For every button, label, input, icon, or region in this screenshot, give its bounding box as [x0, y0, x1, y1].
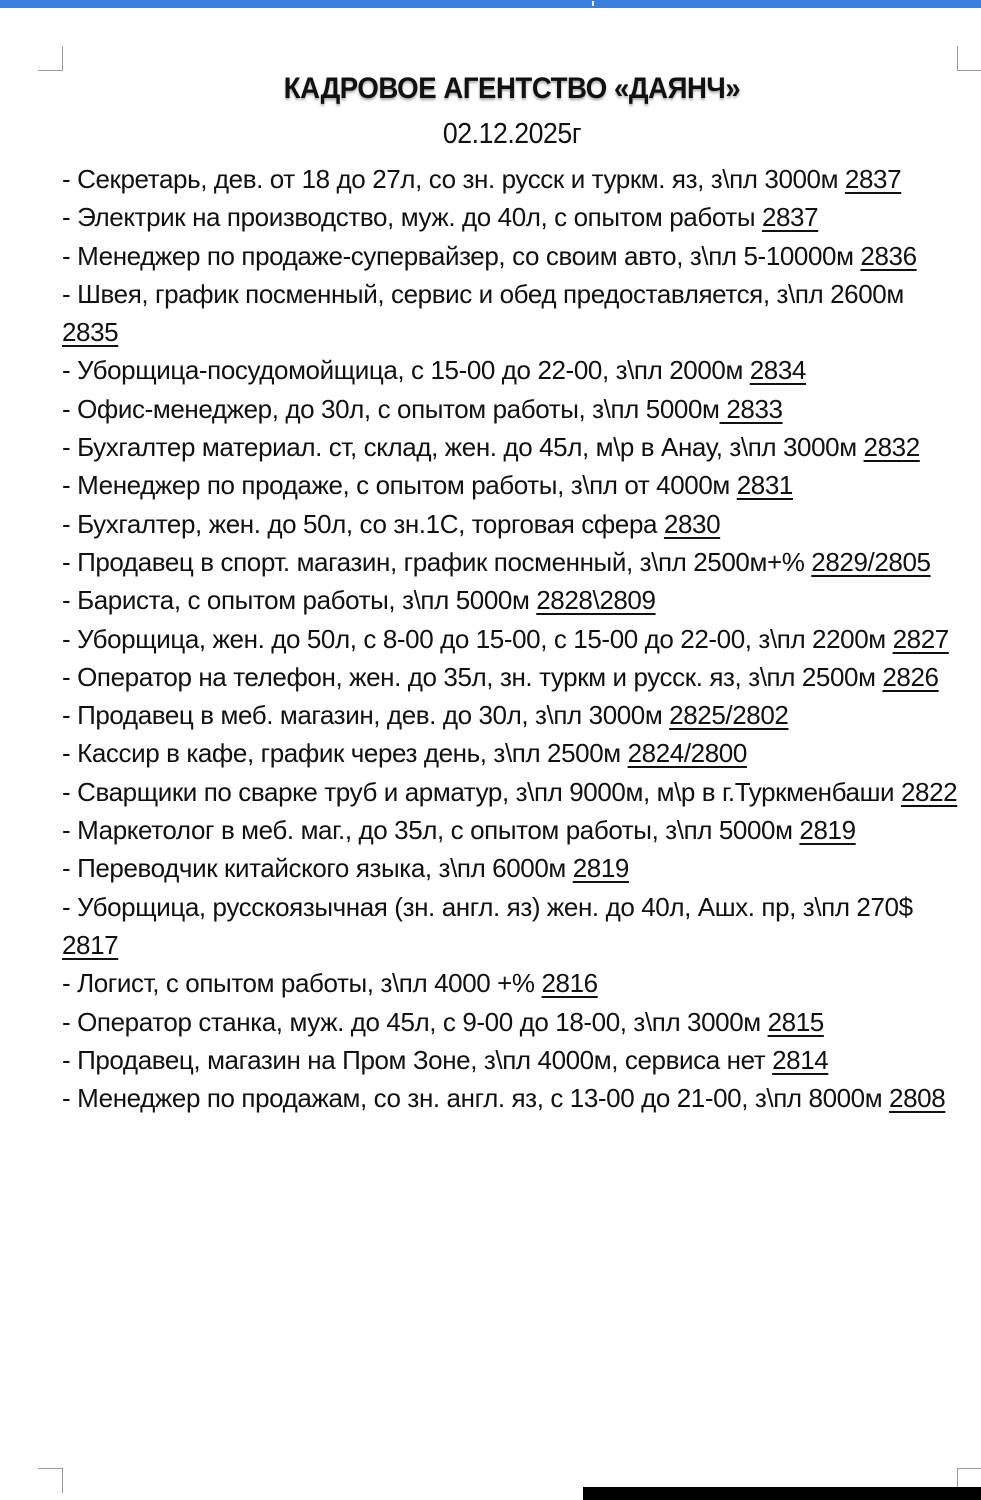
vacancy-item: [62, 466, 962, 504]
vacancy-item: [62, 581, 962, 619]
vacancy-text: - Бариста, с опытом работы, з\пл 5000м: [62, 585, 537, 616]
vacancy-item: [62, 1003, 962, 1041]
vacancy-item: [62, 888, 962, 965]
vacancy-code: 2833: [719, 393, 783, 424]
vacancy-code: 2831: [736, 470, 793, 501]
vacancy-text: - Оператор станка, муж. до 45л, с 9-00 до 18-00, з\пл 3000м: [62, 1006, 768, 1037]
vacancy-code: 2819: [572, 853, 629, 884]
vacancy-text: - Продавец, магазин на Пром Зоне, з\пл 4000м, сервиса нет: [62, 1044, 773, 1075]
vacancy-code: 2834: [749, 355, 806, 386]
vacancy-item: [62, 351, 962, 389]
vacancy-list: [62, 160, 962, 1117]
vacancy-text: - Уборщица-посудомойщица, с 15-00 до 22-00, з\пл 2000м: [62, 355, 750, 386]
vacancy-text: - Уборщица, русскоязычная (зн. англ. яз) жен. до 40л, Ашх. пр, з\пл 270$: [62, 891, 913, 922]
vacancy-text: - Сварщики по сварке труб и арматур, з\пл 9000м, м\р в г.Туркменбаши: [62, 776, 901, 807]
vacancy-code: 2837: [761, 202, 819, 233]
vacancy-code: 2827: [892, 623, 949, 654]
vacancy-item: [62, 811, 962, 849]
vacancy-code: 2819: [799, 815, 856, 846]
vacancy-code: 2828\2809: [536, 585, 656, 616]
vacancy-code: 2829/2805: [811, 546, 931, 577]
vacancy-item: [62, 275, 962, 352]
vacancy-item: [62, 543, 962, 581]
vacancy-text: - Продавец в меб. магазин, дев. до 30л, з\пл 3000м: [62, 700, 670, 731]
vacancy-code: 2837: [844, 164, 902, 194]
vacancy-text: - Менеджер по продажам, со зн. англ. яз, с 13-00 до 21-00, з\пл 8000м: [62, 1083, 890, 1114]
vacancy-item: [62, 849, 962, 887]
vacancy-text: - Оператор на телефон, жен. до 35л, зн. туркм и русск. яз, з\пл 2500м: [62, 661, 883, 692]
vacancy-text: - Уборщица, жен. до 50л, с 8-00 до 15-00, с 15-00 до 22-00, з\пл 2200м: [62, 623, 893, 654]
vacancy-item: [62, 1041, 962, 1079]
page-corner-mark-bottom-left: [38, 1468, 63, 1493]
vacancy-item: [62, 428, 962, 466]
scroll-indicator: [592, 1, 594, 6]
vacancy-item: [62, 198, 962, 236]
vacancy-text: - Менеджер по продаже-супервайзер, со своим авто, з\пл 5-10000м: [62, 240, 861, 271]
vacancy-text: - Кассир в кафе, график через день, з\пл 2500м: [62, 738, 628, 769]
vacancy-text: - Швея, график посменный, сервис и обед предоставляется, з\пл 2600м: [62, 278, 904, 309]
vacancy-code: 2825/2802: [669, 700, 789, 731]
document-date: 02.12.2025г: [442, 118, 582, 150]
vacancy-code: 2836: [860, 240, 917, 271]
vacancy-code: 2824/2800: [627, 738, 747, 769]
vacancy-item: [62, 696, 962, 734]
vacancy-item: [62, 658, 962, 696]
vacancy-item: [62, 964, 962, 1002]
page-corner-mark-top-left: [38, 46, 63, 71]
vacancy-code: 2816: [541, 968, 598, 999]
page-corner-mark-top-right: [957, 46, 981, 71]
vacancy-item: [62, 505, 962, 543]
vacancy-text: - Переводчик китайского языка, з\пл 6000м: [62, 853, 573, 884]
vacancy-code: 2835: [62, 317, 119, 348]
vacancy-text: - Менеджер по продаже, с опытом работы, з\пл от 4000м: [62, 470, 737, 501]
vacancy-text: - Бухгалтер, жен. до 50л, со зн.1С, торговая сфера: [62, 508, 664, 539]
vacancy-code: 2830: [663, 508, 721, 539]
vacancy-item: [62, 734, 962, 772]
bottom-black-bar: [583, 1487, 981, 1500]
vacancy-item: [62, 1079, 962, 1117]
vacancy-text: - Логист, с опытом работы, з\пл 4000 +%: [62, 968, 542, 999]
vacancy-text: - Продавец в спорт. магазин, график посменный, з\пл 2500м+%: [62, 546, 812, 577]
vacancy-code: 2817: [62, 929, 119, 960]
top-app-bar: [0, 0, 981, 8]
vacancy-code: 2826: [882, 661, 939, 692]
vacancy-text: - Секретарь, дев. от 18 до 27л, со зн. русск и туркм. яз, з\пл 3000м: [62, 164, 845, 194]
vacancy-item: [62, 160, 962, 198]
vacancy-code: 2822: [900, 776, 958, 807]
vacancy-code: 2815: [767, 1006, 824, 1037]
vacancy-code: 2814: [772, 1044, 829, 1075]
vacancy-text: - Бухгалтер материал. ст, склад, жен. до 45л, м\р в Анау, з\пл 3000м: [62, 432, 864, 463]
vacancy-text: - Маркетолог в меб. маг., до 35л, с опытом работы, з\пл 5000м: [62, 815, 800, 846]
document-title: КАДРОВОЕ АГЕНТСТВО «ДАЯНЧ»: [283, 72, 741, 105]
vacancy-item: [62, 620, 962, 658]
vacancy-item: [62, 390, 962, 428]
vacancy-code: 2832: [863, 432, 920, 463]
vacancy-text: - Офис-менеджер, до 30л, с опытом работы, з\пл 5000м: [62, 393, 720, 424]
vacancy-code: 2808: [889, 1083, 946, 1114]
vacancy-text: - Электрик на производство, муж. до 40л, с опытом работы: [62, 202, 762, 233]
vacancy-item: [62, 773, 962, 811]
vacancy-item: [62, 237, 962, 275]
